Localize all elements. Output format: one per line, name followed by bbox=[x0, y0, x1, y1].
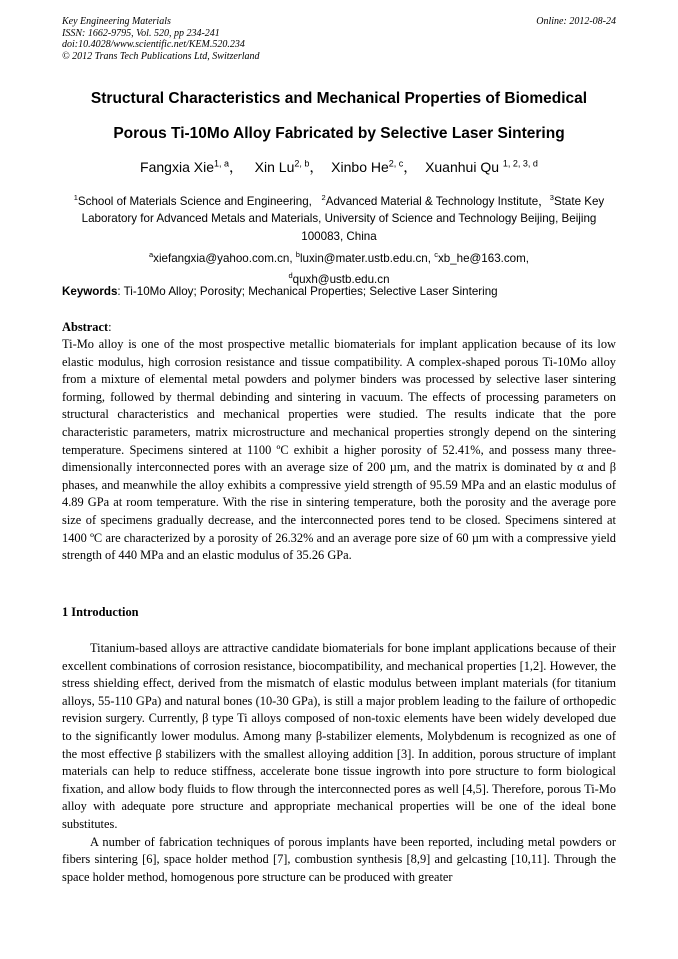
affiliations bbox=[62, 189, 616, 289]
affil-mark: 3 bbox=[549, 193, 554, 202]
abstract-label: Abstract bbox=[62, 320, 109, 334]
email-mark: b bbox=[295, 249, 300, 259]
email-mark: d bbox=[288, 271, 293, 281]
email-d: quxh@ustb.edu.cn bbox=[292, 272, 390, 286]
paper-title-line-1: Structural Characteristics and Mechanical Properties of Biomedical bbox=[90, 90, 588, 107]
affiliation-2: Advanced Material & Technology Institute， bbox=[325, 194, 550, 208]
email-a: xiefangxia@yahoo.com.cn, bbox=[153, 251, 293, 265]
abstract-colon: : bbox=[108, 320, 112, 334]
author-list bbox=[62, 157, 616, 177]
online-date: Online: 2012-08-24 bbox=[536, 16, 616, 27]
email-c: xb_he@163.com, bbox=[437, 251, 529, 265]
author-affil-mark: 2, b bbox=[294, 158, 310, 169]
keywords-label: Keywords bbox=[62, 285, 118, 298]
doi: doi:10.4028/www.scientific.net/KEM.520.234 bbox=[62, 39, 245, 50]
author-affil-mark: 1, 2, 3, d bbox=[502, 158, 538, 169]
section-heading-introduction: 1 Introduction bbox=[62, 605, 139, 619]
keywords-text: : Ti-10Mo Alloy; Porosity; Mechanical Properties; Selective Laser Sintering bbox=[117, 285, 498, 298]
introduction-body bbox=[62, 640, 616, 886]
author-separator: ， bbox=[229, 159, 243, 175]
affiliation-3: State Key Laboratory for Advanced Metals and Materials, University of Science and Technology Beijing, Beijing 100083, China bbox=[81, 194, 605, 244]
paper-title-line-2: Porous Ti-10Mo Alloy Fabricated by Selective Laser Sintering bbox=[113, 125, 565, 142]
email-b: luxin@mater.ustb.edu.cn, bbox=[299, 251, 431, 265]
running-header bbox=[62, 16, 616, 62]
author-affil-mark: 1, a bbox=[213, 158, 229, 169]
email-mark: a bbox=[149, 249, 154, 259]
affiliation-1: School of Materials Science and Engineering, bbox=[77, 194, 312, 208]
author-name: Xin Lu bbox=[254, 159, 295, 175]
keywords bbox=[62, 285, 616, 298]
author-name: Xuanhui Qu bbox=[425, 159, 500, 175]
affil-mark: 1 bbox=[73, 193, 78, 202]
author-name: Fangxia Xie bbox=[140, 159, 214, 175]
abstract-heading bbox=[62, 320, 112, 335]
abstract-body: Ti-Mo alloy is one of the most prospective metallic biomaterials for implant application because of its low elastic modulus, high corrosion resistance and tissue compatibility. A complex-shaped porous Ti-10Mo alloy from a mixture of elemental metal powders and polymer binders was processed by selective laser sintering forming, followed by thermal debinding and sintering in vacuum. The effects of processing parameters on structural characteristics and mechanical properties were studied. The results indicate that the pore characteristic parameters, matrix microstructure and mechanical properties strongly depend on the sintering temperature. Specimens sintered at 1100 ºC exhibit a higher porosity of 52.41%, and possess many three-dimensionally interconnected pores with an average size of 200 µm, and the matrix is dominated by α and β phases, and meanwhile the alloy exhibits a compressive yield strength of 95.59 MPa and an elastic modulus of 4.89 GPa at room temperature. With the rise in sintering temperature, both the porosity and the average pore size of specimens gradually decrease, and the interconnected pores tend to be closed. Specimens sintered at 1400 ºC are characterized by a porosity of 26.32% and an average pore size of 60 µm with a compressive yield strength of 440 MPa and an elastic modulus of 35.26 GPa. bbox=[62, 337, 616, 563]
author-separator: ， bbox=[309, 159, 324, 175]
author-name: Xinbo He bbox=[331, 159, 389, 175]
copyright: © 2012 Trans Tech Publications Ltd, Switzerland bbox=[62, 50, 260, 62]
paragraph: A number of fabrication techniques of porous implants have been reported, including metal powders or fibers sintering [6], space holder method [7], combustion synthesis [8,9] and gelcasting [10,11]. Through the space holder method, homogenous pore structure can be produced with greater bbox=[62, 834, 616, 884]
issn: ISSN: 1662-9795, Vol. 520, pp 234-241 bbox=[62, 27, 220, 39]
paragraph: Titanium-based alloys are attractive candidate biomaterials for bone implant applications because of their excellent combinations of corrosion resistance, biocompatibility, and mechanical properties [1,2]. However, the stress shielding effect, derived from the mismatch of elastic modulus between implant materials (for titanium alloys, 55-110 GPa) and natural bones (10-30 GPa), is still a major problem leading to the failure of orthopedic revision surgery. Currently, β type Ti alloys composed of non-toxic elements have been widely developed due to the significantly lower modulus. Among many β-stabilizer elements, Molybdenum is recognized as one of the most effective β stabilizers with the smallest alloying addition [3]. In addition, porous structure of implant materials can help to reduce stiffness, accelerate bone tissue ingrowth into pore structure to form biological fixation, and allow body fluids to flow through the interconnected pores as well [4,5]. Therefore, porous Ti-Mo alloy with adequate pore structure and appropriate mechanical properties will be one of the ideal bone substitutes. bbox=[62, 641, 616, 831]
affil-mark: 2 bbox=[321, 193, 326, 202]
author-affil-mark: 2, c bbox=[388, 158, 404, 169]
author-separator: ， bbox=[403, 159, 418, 175]
journal-name: Key Engineering Materials bbox=[62, 16, 171, 27]
email-mark: c bbox=[434, 249, 438, 259]
